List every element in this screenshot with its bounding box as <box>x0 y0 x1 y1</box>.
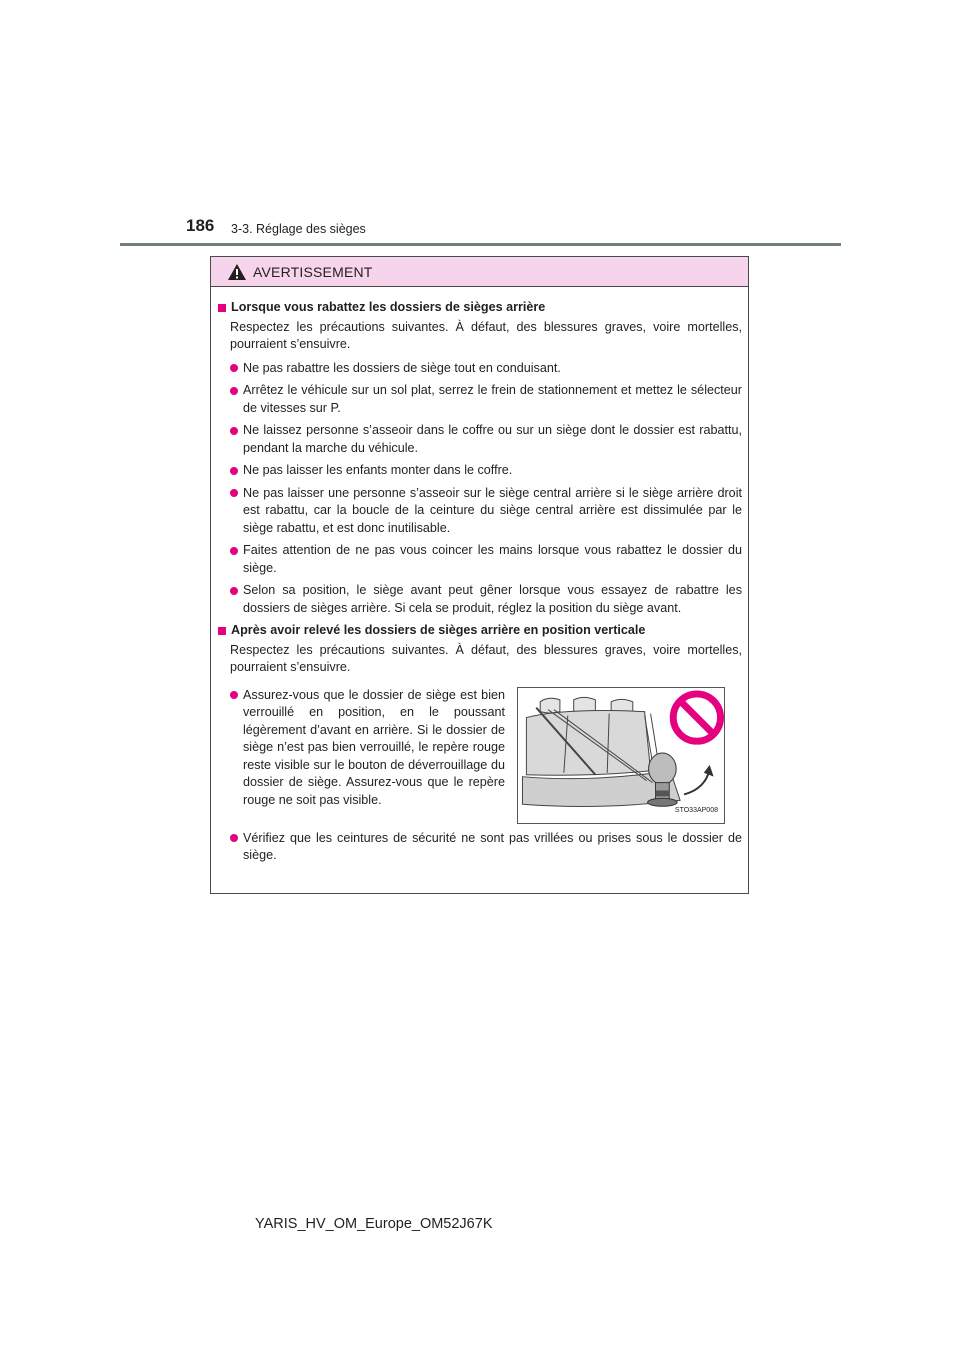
list-item <box>230 687 505 824</box>
list-item <box>218 830 742 865</box>
warning-header <box>211 257 748 287</box>
list-item-text: Ne pas laisser une personne s’asseoir sur le siège central arrière si le siège arrière droit est rabattu, car la boucle de la ceinture du siège central arrière est dissimulée par le siège rabattu, et est donc inutilisable. <box>243 485 742 535</box>
square-bullet-icon <box>218 627 226 635</box>
figure-code: STO33AP008 <box>674 807 718 814</box>
figure-row <box>218 687 742 824</box>
list-item-text: Arrêtez le véhicule sur un sol plat, serrez le frein de stationnement et mettez le sélecteur de vitesses sur P. <box>243 383 742 415</box>
list-item-text: Ne laissez personne s’asseoir dans le coffre ou sur un siège dont le dossier est rabattu, pendant la marche du véhicule. <box>243 423 742 455</box>
section1-heading <box>218 299 742 317</box>
bullet-icon <box>230 427 238 435</box>
bullet-icon <box>230 547 238 555</box>
warning-box <box>210 256 749 894</box>
section-title: 3-3. Réglage des sièges <box>231 222 366 236</box>
list-item <box>218 360 742 378</box>
bullet-icon <box>230 489 238 497</box>
list-item <box>218 582 742 617</box>
section1-intro: Respectez les précautions suivantes. À défaut, des blessures graves, voire mortelles, pourraient s’ensuivre. <box>230 319 742 351</box>
warning-title: AVERTISSEMENT <box>253 263 373 280</box>
seat-release-illustration <box>517 687 725 824</box>
section2-heading <box>218 622 742 640</box>
warning-body <box>211 287 748 865</box>
bullet-icon <box>230 691 238 699</box>
section1-heading-text: Lorsque vous rabattez les dossiers de sièges arrière <box>231 300 546 314</box>
bullet-icon <box>230 587 238 595</box>
list-item <box>218 462 742 480</box>
list-item <box>218 382 742 417</box>
list-item-text: Assurez-vous que le dossier de siège est bien verrouillé en position, en le poussant légèrement d’avant en arrière. Si le dossier de siège n’est pas bien verrouillé, le repère rouge reste visible sur le bouton de déverrouillage du dossier de siège. Assurez-vous que le repère rouge ne soit pas visible. <box>243 687 505 807</box>
header-rule <box>120 243 841 246</box>
bullet-icon <box>230 834 238 842</box>
list-item-text: Faites attention de ne pas vous coincer les mains lorsque vous rabattez le dossier du siège. <box>243 543 742 575</box>
section2-heading-text: Après avoir relevé les dossiers de sièges arrière en position verticale <box>231 623 646 637</box>
bullet-icon <box>230 364 238 372</box>
list-item <box>218 422 742 457</box>
list-item-text: Vérifiez que les ceintures de sécurité ne sont pas vrillées ou prises sous le dossier de siège. <box>243 830 742 862</box>
warning-triangle-icon <box>227 263 247 281</box>
footer-doc-id: YARIS_HV_OM_Europe_OM52J67K <box>255 1216 493 1232</box>
list-item <box>218 542 742 577</box>
bullet-icon <box>230 467 238 475</box>
list-item-text: Selon sa position, le siège avant peut gêner lorsque vous essayez de rabattre les dossiers de sièges arrière. Si cela se produit, réglez la position du siège avant. <box>243 583 742 615</box>
page-number: 186 <box>186 216 215 235</box>
list-item-text: Ne pas rabattre les dossiers de siège tout en conduisant. <box>243 360 561 375</box>
list-item <box>218 485 742 538</box>
section2-intro: Respectez les précautions suivantes. À défaut, des blessures graves, voire mortelles, pourraient s’ensuivre. <box>230 642 742 674</box>
list-item-text: Ne pas laisser les enfants monter dans le coffre. <box>243 463 513 477</box>
bullet-icon <box>230 387 238 395</box>
square-bullet-icon <box>218 304 226 312</box>
